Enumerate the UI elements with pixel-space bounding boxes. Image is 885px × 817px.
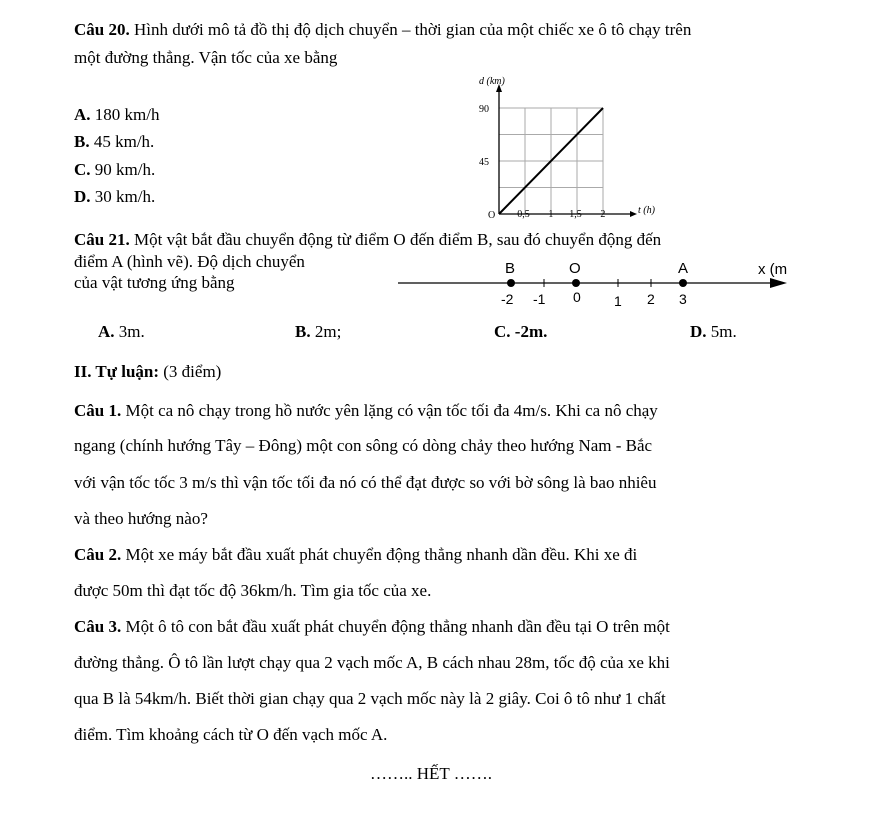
q21-option-d: D. 5m. bbox=[690, 322, 737, 341]
c1-line4: và theo hướng nào? bbox=[74, 509, 208, 528]
section2-heading: II. Tự luận: (3 điểm) bbox=[74, 362, 222, 381]
q20-text-2: một đường thẳng. Vận tốc của xe bằng bbox=[74, 48, 338, 67]
number-line-arrow bbox=[770, 278, 787, 288]
end-marker: …….. HẾT ……. bbox=[370, 764, 492, 783]
x-tick-label: 1,5 bbox=[569, 209, 582, 220]
c3-line4: điểm. Tìm khoảng cách từ O đến vạch mốc A. bbox=[74, 725, 388, 744]
tick-label: 0 bbox=[573, 289, 581, 305]
tick-label: 3 bbox=[679, 291, 687, 307]
c1-line3: với vận tốc tốc 3 m/s thì vận tốc tối đa nó có thể đạt được so với bờ sông là bao nhiêu bbox=[74, 473, 657, 492]
tick-label: 1 bbox=[614, 293, 622, 309]
q21-line1: Câu 21. Một vật bắt đầu chuyển động từ điểm O đến điểm B, sau đó chuyển động đến bbox=[74, 230, 662, 249]
q20-option-a: A. 180 km/h bbox=[74, 105, 160, 124]
c3-line3: qua B là 54km/h. Biết thời gian chạy qua 2 vạch mốc này là 2 giây. Coi ô tô như 1 chất bbox=[74, 689, 666, 708]
point-b-dot bbox=[507, 279, 515, 287]
number-line-figure bbox=[398, 256, 828, 314]
c3-line2: đường thẳng. Ô tô lần lượt chạy qua 2 vạch mốc A, B cách nhau 28m, tốc độ của xe khi bbox=[74, 653, 670, 672]
tick-label: -1 bbox=[533, 291, 546, 307]
point-a-dot bbox=[679, 279, 687, 287]
tick-label: -2 bbox=[501, 291, 514, 307]
c2-line2: được 50m thì đạt tốc độ 36km/h. Tìm gia tốc của xe. bbox=[74, 581, 432, 600]
c2-label: Câu 2. bbox=[74, 545, 122, 564]
c2-line1: Câu 2. Một xe máy bắt đầu xuất phát chuyển động thẳng nhanh dần đều. Khi xe đi bbox=[74, 545, 638, 564]
c1-line1: Câu 1. Một ca nô chạy trong hồ nước yên lặng có vận tốc tối đa 4m/s. Khi ca nô chạy bbox=[74, 401, 658, 420]
q20-line1 bbox=[74, 19, 691, 41]
x-tick-label: 1 bbox=[548, 209, 554, 220]
point-o-label: O bbox=[569, 260, 581, 277]
axis-unit-label: x (m bbox=[758, 261, 788, 278]
x-axis-label: t (h) bbox=[638, 205, 655, 216]
point-b-label: B bbox=[505, 260, 516, 277]
x-axis-arrow bbox=[630, 211, 637, 217]
c1-label: Câu 1. bbox=[74, 401, 122, 420]
c1-line2: ngang (chính hướng Tây – Đông) một con sông có dòng chảy theo hướng Nam - Bắc bbox=[74, 436, 653, 455]
q21-label: Câu 21. bbox=[74, 230, 130, 249]
q20-option-d: D. 30 km/h. bbox=[74, 187, 156, 206]
y-axis-label: d (km) bbox=[479, 76, 505, 87]
q20-text-1: Hình dưới mô tả đồ thị độ dịch chuyển – thời gian của một chiếc xe ô tô chạy trên bbox=[133, 20, 692, 39]
q20-option-c: C. 90 km/h. bbox=[74, 160, 156, 179]
q20-option-b: B. 45 km/h. bbox=[74, 132, 155, 151]
q21-text-3: của vật tương ứng bằng bbox=[74, 273, 235, 292]
q20-label: Câu 20. bbox=[74, 20, 130, 39]
x-tick-label: 2 bbox=[600, 209, 606, 220]
displacement-time-chart bbox=[470, 72, 660, 222]
q21-text-2: điểm A (hình vẽ). Độ dịch chuyển bbox=[74, 252, 305, 271]
point-a-label: A bbox=[678, 260, 689, 277]
q21-option-b: B. 2m; bbox=[295, 322, 342, 341]
q21-option-a: A. 3m. bbox=[98, 322, 145, 341]
point-o-dot bbox=[572, 279, 580, 287]
c3-line1: Câu 3. Một ô tô con bắt đầu xuất phát chuyển động thẳng nhanh dần đều tại O trên một bbox=[74, 617, 670, 636]
c3-label: Câu 3. bbox=[74, 617, 122, 636]
x-tick-label: 0,5 bbox=[517, 209, 530, 220]
tick-label: 2 bbox=[647, 291, 655, 307]
q21-option-c: C. -2m. bbox=[494, 322, 548, 341]
y-tick-label: 90 bbox=[479, 104, 489, 115]
y-tick-label: 45 bbox=[479, 157, 489, 168]
origin-label: O bbox=[488, 210, 496, 221]
